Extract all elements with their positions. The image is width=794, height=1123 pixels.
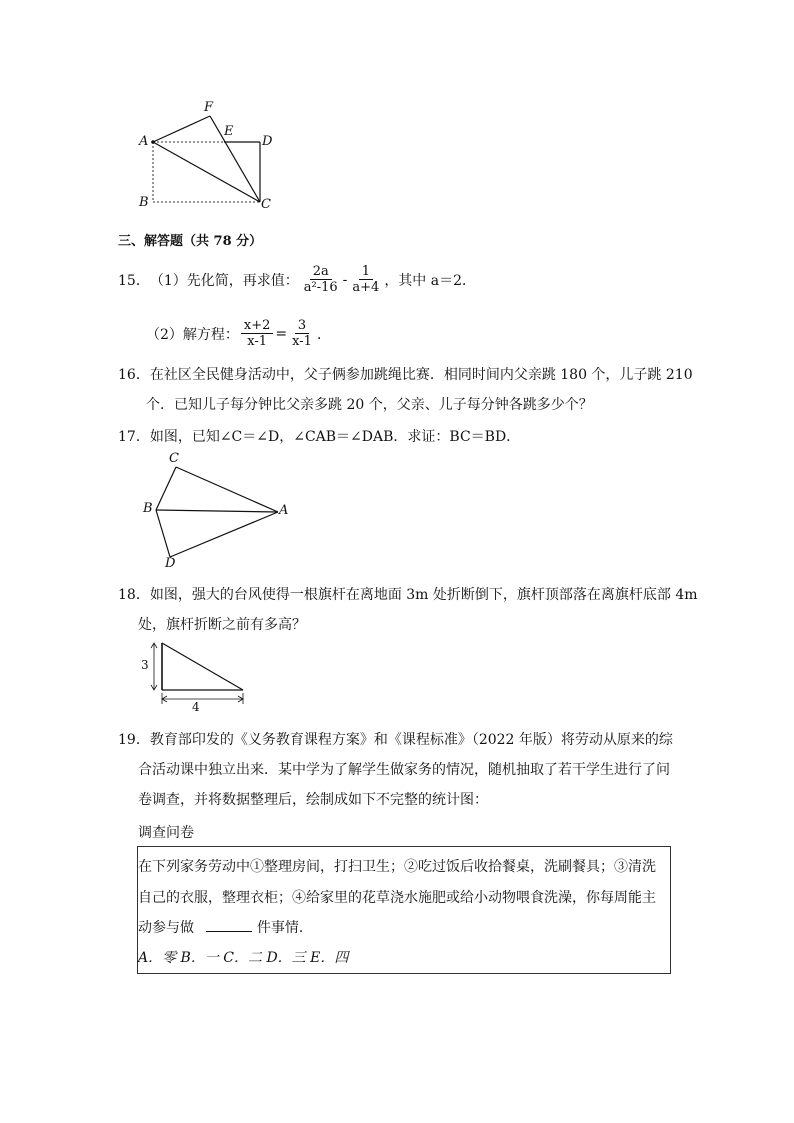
q15-part2 xyxy=(146,318,331,349)
q19-line3: 卷调查，并将数据整理后，绘制成如下不完整的统计图： xyxy=(138,792,488,808)
q15-part1 xyxy=(118,264,476,295)
label-D: D xyxy=(262,134,273,149)
survey-title: 调查问卷 xyxy=(138,825,194,841)
fraction-denominator: a²-16 xyxy=(303,280,338,295)
answer-blank xyxy=(206,919,252,932)
label-B: B xyxy=(143,501,153,516)
survey-box-line3-end: 件事情． xyxy=(256,920,313,936)
q18-line1: 18．如图，强大的台风使得一根旗杆在离地面 3m 处折断倒下，旗杆顶部落在离旗杆底部 4m xyxy=(118,587,698,603)
label-A: A xyxy=(139,134,149,149)
fraction-2a xyxy=(301,264,341,295)
q18-line2: 处，旗杆折断之前有多高？ xyxy=(138,617,306,633)
label-B: B xyxy=(139,195,149,210)
label-3: 3 xyxy=(141,658,149,672)
fraction-denominator: a+4 xyxy=(352,280,380,295)
label-C: C xyxy=(169,451,179,466)
fraction-x-plus-2 xyxy=(241,318,274,349)
q15-number: 15． xyxy=(118,272,150,289)
label-E: E xyxy=(224,124,234,139)
fraction-numerator: 3 xyxy=(295,318,309,334)
label-C: C xyxy=(261,197,271,212)
survey-box-line3-start: 动参与做 xyxy=(138,920,194,936)
q15-part2-prefix: （2）解方程： xyxy=(146,326,239,343)
survey-box-line1: 在下列家务劳动中①整理房间，打扫卫生；②吃过饭后收拾餐桌，洗刷餐具；③清洗 xyxy=(138,859,656,875)
q19-line1: 19．教育部印发的《义务教育课程方案》和《课程标准》（2022 年版）将劳动从原来的综 xyxy=(118,732,673,748)
fraction-numerator: 2a xyxy=(310,264,332,280)
label-4: 4 xyxy=(192,700,200,714)
survey-box-line3 xyxy=(138,917,313,937)
minus-sign: - xyxy=(342,271,348,288)
q15-part2-suffix: ． xyxy=(316,326,331,343)
fraction-denominator: x-1 xyxy=(292,334,312,349)
figure-kite-svg xyxy=(138,450,298,574)
label-F: F xyxy=(204,100,214,115)
equals-sign: = xyxy=(275,325,288,342)
q15-part1-suffix: ，其中 a＝2． xyxy=(384,272,477,289)
fraction-denominator: x-1 xyxy=(247,334,268,349)
figure-kite xyxy=(138,450,298,574)
section-title: 三、解答题（共 78 分） xyxy=(118,234,263,249)
q19-line2: 合活动课中独立出来．某中学为了解学生做家务的情况，随机抽取了若干学生进行了问 xyxy=(138,762,670,778)
fraction-numerator: 1 xyxy=(359,264,373,280)
q16-line2: 个．已知儿子每分钟比父亲多跳 20 个，父亲、儿子每分钟各跳多少个？ xyxy=(146,397,593,413)
figure-rectangle-fold xyxy=(130,96,290,216)
survey-options: A．零 B．一 C．二 D．三 E．四 xyxy=(138,950,349,966)
q17-line1: 17．如图，已知∠C＝∠D，∠CAB＝∠DAB．求证：BC＝BD． xyxy=(118,429,521,445)
label-D: D xyxy=(165,556,176,571)
fraction-1 xyxy=(349,264,382,295)
figure-flagpole xyxy=(140,638,250,714)
q16-line1: 16．在社区全民健身活动中，父子俩参加跳绳比赛．相同时间内父亲跳 180 个，儿子跳 210 xyxy=(118,367,693,383)
survey-box-line2: 自己的衣服，整理衣柜；④给家里的花草浇水施肥或给小动物喂食洗澡，你每周能主 xyxy=(138,890,656,906)
fraction-3 xyxy=(289,318,315,349)
fraction-numerator: x+2 xyxy=(241,318,274,334)
q15-part1-prefix: （1）先化简，再求值： xyxy=(149,272,299,289)
label-A: A xyxy=(279,503,289,518)
